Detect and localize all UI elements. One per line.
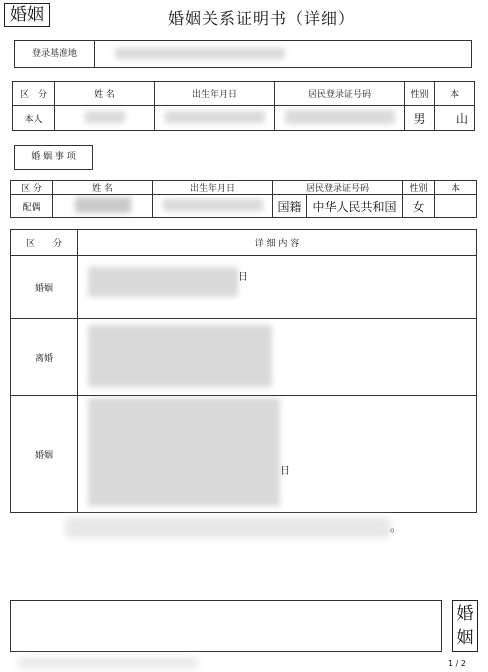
spouse-header-birth: 出生年月日 [153,181,273,195]
detail-row-1-redacted [88,267,238,297]
registry-value-redacted [115,48,285,59]
spouse-birth-cell [153,195,273,218]
self-id-redacted [285,110,395,124]
detail-row-3-content [78,396,477,513]
certification-sentence-redacted [66,518,390,538]
spouse-name-cell [53,195,153,218]
detail-row-3-category: 婚姻 [11,396,78,513]
self-name-cell [55,106,155,131]
registry-box [14,40,472,68]
footer-stamp: 婚姻 [452,600,478,652]
detail-table [10,229,477,513]
self-header-name: 姓 名 [55,82,155,106]
spouse-nationality-label: 国籍 [273,195,307,218]
self-header-category: 区 分 [13,82,55,106]
self-name-redacted [85,111,125,123]
detail-header-content: 详 细 内 容 [78,230,477,256]
detail-header-category: 区 分 [11,230,78,256]
spouse-table [10,180,477,218]
spouse-header-origin: 本 [435,181,477,195]
detail-row-3-tail: 日 [280,466,290,477]
footer-issuer-redacted [18,658,198,668]
spouse-name-redacted [75,197,131,213]
detail-row-2-redacted [88,325,272,387]
header-stamp: 婚姻 [4,3,50,27]
self-birth-redacted [165,111,265,123]
marriage-section-label: 婚 姻 事 项 [14,145,93,170]
page-number: 1 / 2 [448,659,466,668]
self-category: 本人 [13,106,55,131]
self-header-birth: 出生年月日 [155,82,275,106]
footer-signature-box [10,600,442,652]
self-sex: 男 [405,106,435,131]
spouse-header-id: 居民登录证号码 [273,181,403,195]
self-origin: 山 [435,106,475,131]
self-table [12,81,475,131]
self-header-sex: 性别 [405,82,435,106]
detail-row-2-category: 离婚 [11,319,78,396]
spouse-birth-redacted [163,199,263,211]
spouse-origin [435,195,477,218]
spouse-nationality: 中华人民共和国 [307,195,403,218]
certification-sentence-end: 。 [390,520,403,534]
spouse-header-sex: 性别 [403,181,435,195]
spouse-header-category: 区 分 [11,181,53,195]
self-id-cell [275,106,405,131]
detail-row-1-tail: 日 [238,272,248,283]
spouse-header-name: 姓 名 [53,181,153,195]
self-birth-cell [155,106,275,131]
detail-row-1-content [78,256,477,319]
document-title: 婚姻关系证明书（详细） [168,9,356,28]
detail-row-3-redacted [88,398,280,506]
detail-row-1-category: 婚姻 [11,256,78,319]
spouse-sex: 女 [403,195,435,218]
spouse-category: 配偶 [11,195,53,218]
self-header-id: 居民登录证号码 [275,82,405,106]
self-header-origin: 本 [435,82,475,106]
detail-row-2-content [78,319,477,396]
registry-label: 登录基准地 [15,41,95,67]
